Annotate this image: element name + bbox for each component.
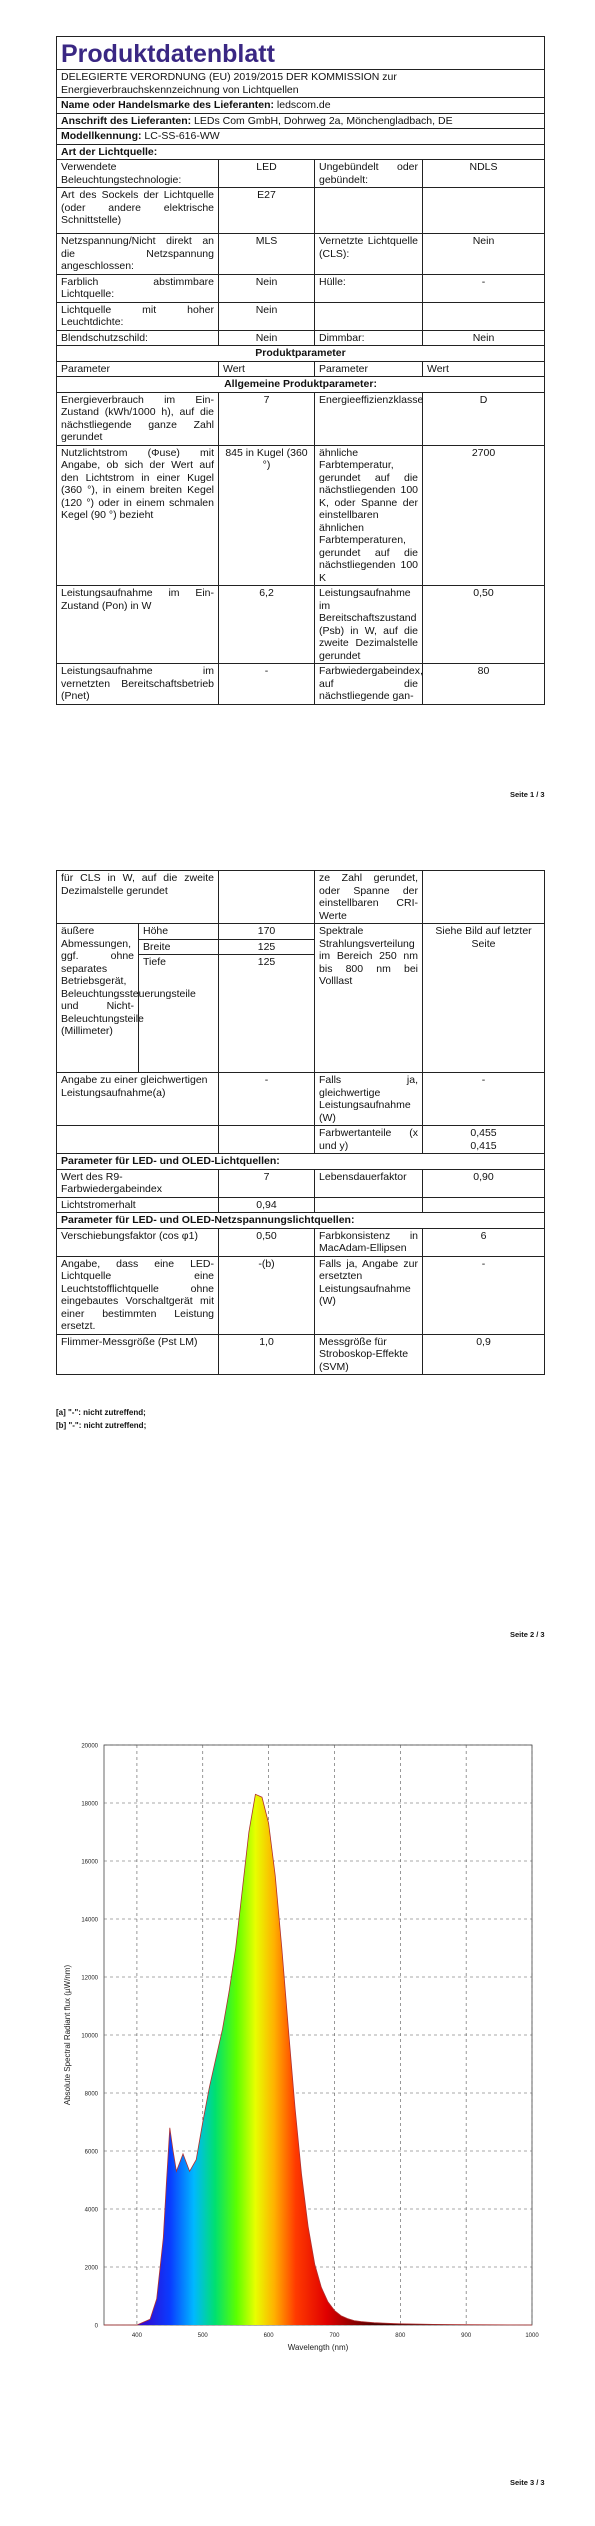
flux-label: Nutzlichtstrom (Φuse) mit Angabe, ob sich der Wert auf den Lichtstrom in einer Kugel (360 °), in einem breiten Kegel (120 °) oder in einem schmalen Kegel (90 °) bezieht (57, 445, 219, 586)
x-tick-label: 1000 (525, 2333, 539, 2339)
dimmable-label: Dimmbar: (315, 330, 423, 346)
chromaticity-values (423, 1126, 545, 1154)
y-tick-label: 12000 (81, 1975, 98, 1982)
networked-standby-value: - (219, 664, 315, 705)
width-value: 125 (219, 939, 315, 955)
chromaticity-x: 0,455 (470, 1127, 497, 1139)
y-tick-label: 18000 (81, 1801, 98, 1808)
width-label: Breite (139, 939, 219, 955)
depth-value: 125 (219, 955, 315, 1073)
colour-consistency-label: Farbkonsistenz in MacAdam-Ellipsen (315, 1228, 423, 1256)
supplier-address-label: Anschrift des Lieferanten: (61, 114, 192, 127)
flicker-label: Flimmer-Messgröße (Pst LM) (57, 1334, 219, 1375)
spd-label: Spektrale Strahlungsverteilung im Bereich 250 nm bis 800 nm bei Volllast (315, 924, 423, 1073)
cri-value: 80 (423, 664, 545, 705)
survival-value: 0,90 (423, 1169, 545, 1197)
displacement-value: 0,50 (219, 1228, 315, 1256)
flux-value: 845 in Kugel (360 °) (219, 445, 315, 586)
x-tick-label: 700 (329, 2333, 340, 2339)
datasheet-table-page-1 (56, 36, 545, 705)
envelope-label: Hülle: (315, 274, 423, 302)
colour-consistency-value: 6 (423, 1228, 545, 1256)
equiv-power-value: - (219, 1073, 315, 1126)
chromaticity-label: Farbwertanteile (x und y) (315, 1126, 423, 1154)
r9-label: Wert des R9-Farbwiedergabeindex (57, 1169, 219, 1197)
y-tick-label: 4000 (84, 2207, 98, 2214)
unbundled-label: Ungebündelt oder gebündelt: (315, 160, 423, 188)
product-params-heading: Produktparameter (57, 346, 545, 362)
equiv-power-if-value: - (423, 1073, 545, 1126)
unbundled-value: NDLS (423, 160, 545, 188)
page-2 (0, 870, 595, 1660)
light-source-type-heading: Art der Lichtquelle: (57, 144, 545, 160)
y-axis-label: Absolute Spectral Radiant flux (µW/nm) (63, 1964, 72, 2106)
antiglare-label: Blendschutzschild: (57, 330, 219, 346)
value-header: Wert (219, 361, 315, 377)
socket-value: E27 (219, 188, 315, 234)
networked-standby-label: Leistungsaufnahme im vernetzten Bereitschaftsbetrieb (Pnet) (57, 664, 219, 705)
supplier-address-value: LEDs Com GmbH, Dohrweg 2a, Mönchengladbach, DE (194, 114, 453, 127)
param-header: Parameter (57, 361, 219, 377)
connected-value: Nein (423, 234, 545, 275)
param-header: Parameter (315, 361, 423, 377)
high-luminance-label: Lichtquelle mit hoher Leuchtdichte: (57, 302, 219, 330)
empty-cell (315, 188, 423, 234)
energy-class-value: D (423, 392, 545, 445)
y-tick-label: 16000 (81, 1859, 98, 1866)
maintenance-label: Lichtstromerhalt (57, 1197, 219, 1213)
tech-value: LED (219, 160, 315, 188)
empty-cell (57, 1126, 219, 1154)
standby-label: Leistungsaufnahme im Bereitschaftszustand (Psb) in W, auf die zweite Dezimalstelle gerundet (315, 586, 423, 664)
supplier-address-row (57, 113, 545, 129)
spectrum-chart-svg (48, 1735, 552, 2371)
empty-cell (423, 188, 545, 234)
replace-fluorescent-value: -(b) (219, 1256, 315, 1334)
power-on-label: Leistungsaufnahme im Ein-Zustand (Pon) in W (57, 586, 219, 664)
energy-value: 7 (219, 392, 315, 445)
mains-led-params-heading: Parameter für LED- und OLED-Netzspannungslichtquellen: (57, 1213, 545, 1229)
antiglare-value: Nein (219, 330, 315, 346)
led-oled-params-heading: Parameter für LED- und OLED-Lichtquellen: (57, 1154, 545, 1170)
x-tick-label: 400 (131, 2333, 142, 2339)
x-tick-label: 600 (263, 2333, 274, 2339)
dimensions-label: äußere Abmessungen, ggf. ohne separates Betriebsgerät, Beleuchtungssteuerungsteile und Nicht-Beleuchtungsteile (Millimeter) (57, 924, 139, 1073)
general-params-heading: Allgemeine Produktparameter: (57, 377, 545, 393)
replace-fluorescent-label: Angabe, dass eine LED-Lichtquelle eine Leuchtstofflichtquelle ohne eingebautes Vorschaltgerät mit einer bestimmten Leistung ersetzt. (57, 1256, 219, 1334)
y-tick-label: 14000 (81, 1917, 98, 1924)
spd-value: Siehe Bild auf letzter Seite (423, 924, 545, 1073)
value-header: Wert (423, 361, 545, 377)
stroboscopic-label: Messgröße für Stroboskop-Effekte (SVM) (315, 1334, 423, 1375)
mains-value: MLS (219, 234, 315, 275)
socket-label: Art des Sockels der Lichtquelle (oder andere elektrische Schnittstelle) (57, 188, 219, 234)
supplier-name-row (57, 98, 545, 114)
replace-if-value: - (423, 1256, 545, 1334)
x-tick-label: 500 (197, 2333, 208, 2339)
y-tick-label: 2000 (84, 2265, 98, 2272)
dimmable-value: Nein (423, 330, 545, 346)
cct-label: ähnliche Farbtemperatur, gerundet auf die nächstliegenden 100 K, oder Spanne der einstellbaren ähnlichen Farbtemperaturen, gerundet auf die nächstliegenden 100 K (315, 445, 423, 586)
empty-cell (315, 302, 423, 330)
tech-label: Verwendete Beleuchtungstechnologie: (57, 160, 219, 188)
high-luminance-value: Nein (219, 302, 315, 330)
x-axis-label: Wavelength (nm) (287, 2343, 349, 2352)
networked-standby-cont: für CLS in W, auf die zweite Dezimalstelle gerundet (57, 871, 219, 924)
r9-value: 7 (219, 1169, 315, 1197)
supplier-name-label: Name oder Handelsmarke des Lieferanten: (61, 99, 274, 111)
displacement-label: Verschiebungsfaktor (cos φ1) (57, 1228, 219, 1256)
height-label: Höhe (139, 924, 219, 940)
empty-cell (423, 871, 545, 924)
y-tick-label: 10000 (81, 2033, 98, 2040)
colour-tunable-value: Nein (219, 274, 315, 302)
spectrum-chart (48, 1735, 552, 2371)
replace-if-label: Falls ja, Angabe zur ersetzten Leistungsaufnahme (W) (315, 1256, 423, 1334)
y-tick-label: 8000 (84, 2091, 98, 2098)
stroboscopic-value: 0,9 (423, 1334, 545, 1375)
model-label: Modellkennung: (61, 130, 142, 142)
chromaticity-y: 0,415 (470, 1139, 497, 1152)
empty-cell (315, 1197, 423, 1213)
footnotes (56, 1406, 146, 1432)
model-row (57, 129, 545, 145)
datasheet-table-page-2 (56, 870, 545, 1375)
page-footer: Seite 2 / 3 (510, 1630, 545, 1639)
envelope-value: - (423, 274, 545, 302)
document-title: Produktdatenblatt (57, 37, 545, 70)
page-footer: Seite 1 / 3 (510, 790, 545, 799)
footnote-a: [a] "-": nicht zutreffend; (56, 1408, 146, 1417)
y-tick-label: 0 (94, 2323, 98, 2330)
empty-cell (219, 1126, 315, 1154)
cct-value: 2700 (423, 445, 545, 586)
page-footer: Seite 3 / 3 (510, 2478, 545, 2487)
y-tick-label: 20000 (81, 1743, 98, 1750)
equiv-power-label: Angabe zu einer gleichwertigen Leistungsaufnahme(a) (57, 1073, 219, 1126)
footnote-b: [b] "-": nicht zutreffend; (56, 1421, 147, 1430)
x-tick-label: 900 (461, 2333, 472, 2339)
maintenance-value: 0,94 (219, 1197, 315, 1213)
empty-cell (423, 302, 545, 330)
model-value: LC-SS-616-WW (144, 130, 220, 142)
empty-cell (423, 1197, 545, 1213)
cri-cont: ze Zahl gerundet, oder Spanne der einstellbaren CRI-Werte (315, 871, 423, 924)
x-tick-label: 800 (395, 2333, 406, 2339)
cri-label: Farbwiedergabeindex, auf die nächstliegende gan- (315, 664, 423, 705)
standby-value: 0,50 (423, 586, 545, 664)
depth-label: Tiefe (139, 955, 219, 1073)
connected-label: Vernetzte Lichtquelle (CLS): (315, 234, 423, 275)
empty-cell (219, 871, 315, 924)
energy-class-label: Energieeffizienzklasse (315, 392, 423, 445)
power-on-value: 6,2 (219, 586, 315, 664)
survival-label: Lebensdauerfaktor (315, 1169, 423, 1197)
energy-label: Energieverbrauch im Ein-Zustand (kWh/1000 h), auf die nächstliegende ganze Zahl gerundet (57, 392, 219, 445)
page-1 (0, 0, 595, 799)
flicker-value: 1,0 (219, 1334, 315, 1375)
mains-label: Netzspannung/Nicht direkt an die Netzspannung angeschlossen: (57, 234, 219, 275)
supplier-name-value: ledscom.de (276, 99, 331, 111)
height-value: 170 (219, 924, 315, 940)
colour-tunable-label: Farblich abstimmbare Lichtquelle: (57, 274, 219, 302)
y-tick-label: 6000 (84, 2149, 98, 2156)
regulation-text: DELEGIERTE VERORDNUNG (EU) 2019/2015 DER KOMMISSION zur Energieverbrauchskennzeichnung von Lichtquellen (57, 70, 545, 98)
equiv-power-if-label: Falls ja, gleichwertige Leistungsaufnahme (W) (315, 1073, 423, 1126)
